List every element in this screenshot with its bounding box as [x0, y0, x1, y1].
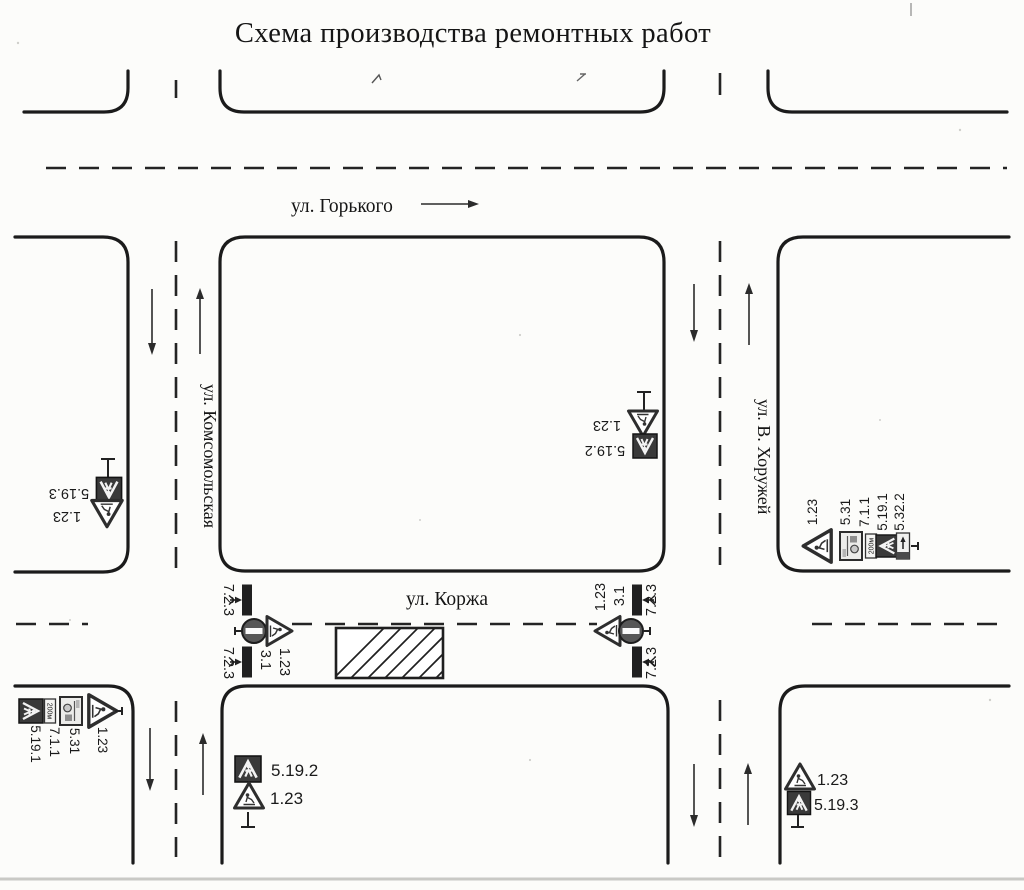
sign-5.31-icon [840, 532, 862, 560]
road-centerlines [16, 73, 1007, 857]
sign-pole [241, 812, 255, 827]
sign-group-south-east [786, 764, 859, 827]
sign-1.23-icon [629, 411, 658, 436]
sign-pole [791, 815, 804, 827]
sign-label: 3.1 [612, 585, 628, 607]
block-mid-center [220, 237, 664, 571]
sign-group-north-center [585, 392, 658, 458]
sign-1.23-icon [786, 764, 815, 789]
sign-label: 1.23 [592, 417, 622, 433]
komsomolskaya-arrow-down-north [148, 289, 156, 355]
sign-label: 1.23 [270, 789, 304, 808]
sign-cluster-korzha-east [593, 583, 660, 679]
sign-7.1.1-icon [45, 699, 56, 723]
sign-5.31-icon [60, 697, 82, 725]
gorkogo-direction-arrow [421, 200, 479, 208]
sign-7.2.3-bar [242, 585, 252, 616]
sign-group-south-center [235, 756, 319, 827]
sign-label: 5.19.2 [584, 442, 626, 458]
sign-pole [235, 627, 242, 635]
sign-label: 5.19.2 [271, 761, 319, 780]
sign-label: 1.23 [95, 726, 110, 754]
sign-7.2.3-bar [242, 647, 252, 678]
sign-label: 7.2.3 [220, 646, 236, 680]
sign-label: 5.19.1 [875, 493, 890, 531]
sign-group-west-upper [49, 459, 122, 527]
komsomolskaya-arrow-up-north [196, 288, 204, 354]
sign-label: 7.2.3 [644, 583, 660, 617]
sign-5.19.2-icon [235, 756, 261, 782]
sign-7.1.1-icon [866, 534, 877, 558]
sign-1.23-icon [92, 501, 122, 527]
sign-pole [911, 542, 918, 550]
khoruzhey-arrow-up-north [745, 283, 753, 345]
sign-5.19.1-icon [876, 535, 898, 557]
block-top-right [768, 71, 1007, 112]
street-label-korzha: ул. Коржа [406, 589, 489, 610]
khoruzhey-arrow-down-north [690, 284, 698, 342]
khoruzhey-arrow-up-south [744, 763, 752, 825]
distance-plaque-text: 200м [868, 537, 876, 555]
page-title: Схема производства ремонтных работ [234, 18, 712, 49]
sign-label: 5.31 [838, 498, 853, 526]
sign-7.2.3-bar [632, 647, 642, 678]
sign-3.1-icon [242, 619, 266, 643]
block-top-center [220, 71, 664, 112]
sign-7.2.3-bar [632, 585, 642, 616]
paper-speckles [17, 42, 991, 761]
sign-label: 1.23 [276, 647, 292, 677]
sign-1.23-icon [267, 617, 292, 646]
sign-label: 1.23 [593, 582, 609, 612]
sign-label: 5.32.2 [892, 493, 907, 531]
sign-1.23-icon [235, 783, 264, 808]
sign-1.23-icon [595, 617, 620, 646]
traffic-arrows [146, 200, 753, 827]
street-label-gorkogo: ул. Горького [291, 196, 393, 217]
sign-label: 5.31 [67, 727, 82, 755]
block-top-left [24, 71, 128, 112]
sign-label: 5.19.1 [28, 725, 43, 763]
sign-label: 3.1 [257, 649, 273, 671]
sign-label: 1.23 [52, 508, 82, 524]
sign-5.19.3-icon [787, 791, 810, 814]
sign-label: 7.2.3 [220, 583, 236, 617]
sign-cluster-korzha-west [220, 584, 292, 679]
sign-pole [101, 459, 115, 477]
sign-label: 7.1.1 [47, 726, 62, 758]
block-bottom-right [780, 686, 1009, 863]
city-blocks [15, 71, 1009, 863]
sign-1.23-icon [803, 530, 831, 562]
sign-group-south-west [19, 695, 122, 763]
street-label-komsomolskaya: ул. Комсомольская [200, 384, 220, 529]
sign-5.19.1-icon [19, 699, 43, 723]
khoruzhey-arrow-down-south [690, 764, 698, 827]
road-works-zone [322, 616, 532, 690]
sign-label: 1.23 [817, 772, 849, 789]
komsomolskaya-arrow-down-south [146, 728, 154, 791]
komsomolskaya-arrow-up-south [199, 733, 207, 795]
sign-label: 7.2.3 [644, 646, 660, 680]
sign-group-east-upper [803, 493, 918, 562]
sign-5.32.2-icon [897, 533, 910, 559]
sign-label: 7.1.1 [857, 496, 872, 528]
sign-pole [637, 392, 651, 410]
sign-3.1-icon [619, 619, 643, 643]
sign-pole [643, 627, 650, 635]
street-label-khoruzhey: ул. В. Хоружей [754, 399, 774, 515]
sign-label: 5.19.3 [48, 485, 90, 501]
scan-speck [577, 74, 586, 81]
sign-1.23-icon [89, 695, 117, 727]
distance-plaque-text: 200м [45, 702, 53, 720]
sign-5.19.3-icon [96, 477, 121, 502]
sign-5.19.2-icon [633, 434, 657, 458]
sign-label: 5.19.3 [814, 797, 859, 814]
sign-pole [115, 707, 122, 715]
scan-speck [372, 75, 381, 83]
sign-label: 1.23 [805, 498, 820, 526]
